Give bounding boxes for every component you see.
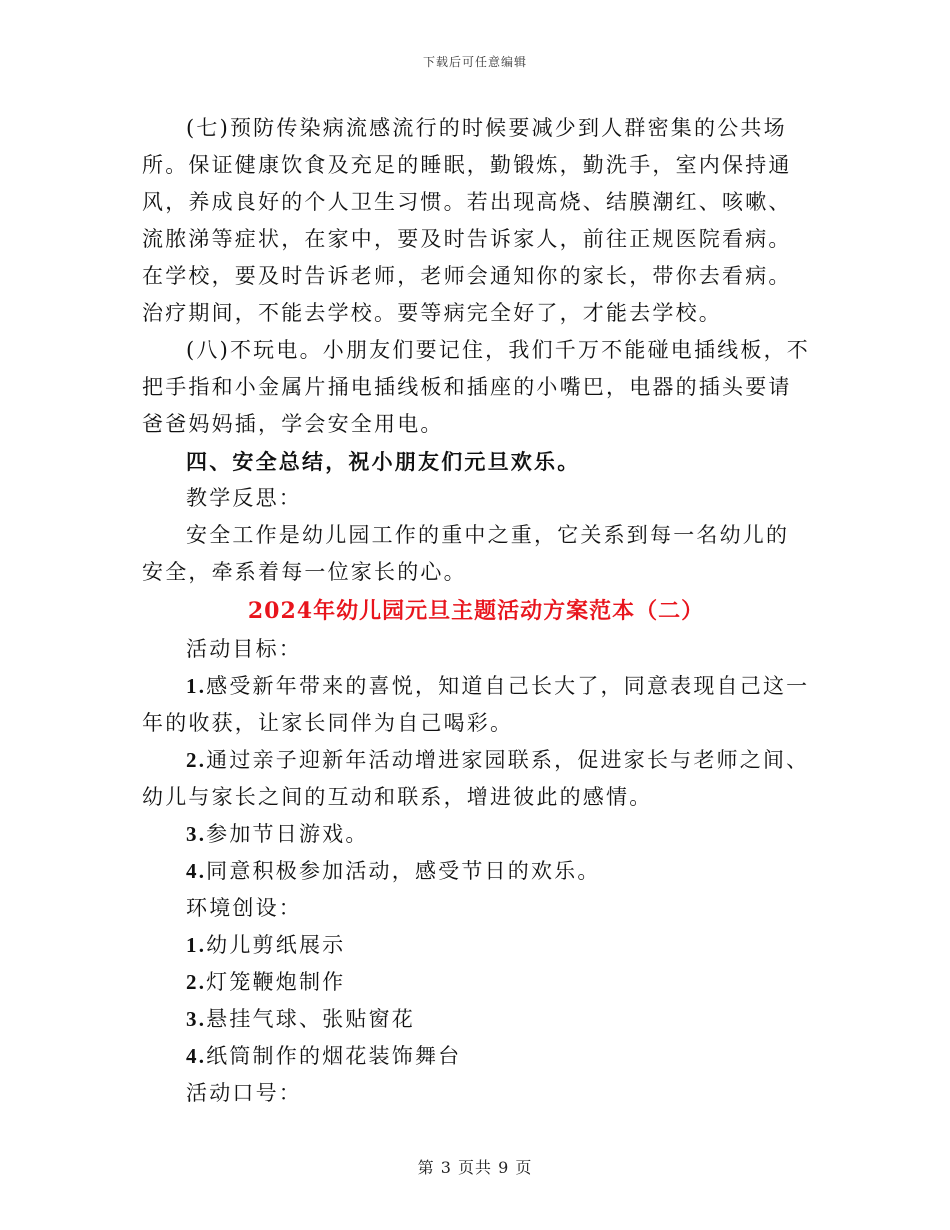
page-footer: 第 3 页共 9 页	[417, 1158, 533, 1177]
paragraph-reflection: 安全工作是幼儿园工作的重中之重，它关系到每一名幼儿的安全，牵系着每一位家长的心。	[142, 523, 790, 584]
goal-number: 4.	[186, 859, 207, 883]
teaching-reflection-label: 教学反思：	[186, 486, 302, 510]
environment-item	[142, 964, 810, 1001]
goal-text: 参加节日游戏。	[206, 822, 369, 846]
environment-number: 3.	[186, 1007, 207, 1031]
environment-item	[142, 1038, 810, 1075]
goal-item	[142, 816, 810, 853]
goal-text: 通过亲子迎新年活动增进家园联系，促进家长与老师之间、幼儿与家长之间的互动和联系，增进彼此的感情。	[142, 748, 810, 809]
environment-number: 4.	[186, 1044, 207, 1068]
paragraph-disease-prevention: (七)预防传染病流感流行的时候要减少到人群密集的公共场所。保证健康饮食及充足的睡眠，勤锻炼，勤洗手，室内保持通风，养成良好的个人卫生习惯。若出现高烧、结膜潮红、咳嗽、流脓涕等症状，在家中，要及时告诉家人，前往正规医院看病。在学校，要及时告诉老师，老师会通知你的家长，带你去看病。治疗期间，不能去学校。要等病完全好了，才能去学校。	[142, 116, 792, 325]
environment-item	[142, 1001, 810, 1038]
goal-number: 1.	[186, 674, 207, 698]
environment-text: 灯笼鞭炮制作	[206, 970, 346, 994]
slogan-heading: 活动口号：	[186, 1081, 302, 1105]
goals-heading: 活动目标：	[186, 637, 302, 661]
paragraph-electric-safety: (八)不玩电。小朋友们要记住，我们千万不能碰电插线板，不把手指和小金属片捅电插线板和插座的小嘴巴，电器的插头要请爸爸妈妈插，学会安全用电。	[142, 338, 810, 436]
environment-heading: 环境创设：	[186, 896, 302, 920]
goal-item	[142, 668, 810, 742]
environment-text: 纸筒制作的烟花装饰舞台	[206, 1044, 462, 1068]
environment-text: 幼儿剪纸展示	[206, 933, 346, 957]
goal-text: 感受新年带来的喜悦，知道自己长大了，同意表现自己这一年的收获，让家长同伴为自己喝彩。	[142, 674, 810, 735]
environment-number: 1.	[186, 933, 207, 957]
section-title: 2024年幼儿园元旦主题活动方案范本（二）	[247, 598, 705, 624]
goal-number: 3.	[186, 822, 207, 846]
environment-number: 2.	[186, 970, 207, 994]
environment-item	[142, 927, 810, 964]
goal-item	[142, 742, 810, 816]
goal-number: 2.	[186, 748, 207, 772]
goal-item	[142, 853, 810, 890]
goal-text: 同意积极参加活动，感受节日的欢乐。	[206, 859, 601, 883]
section-heading-summary: 四、安全总结，祝小朋友们元旦欢乐。	[186, 449, 581, 474]
environment-text: 悬挂气球、张贴窗花	[206, 1007, 415, 1031]
document-body	[142, 110, 810, 1112]
page-header: 下载后可任意编辑	[422, 55, 527, 69]
